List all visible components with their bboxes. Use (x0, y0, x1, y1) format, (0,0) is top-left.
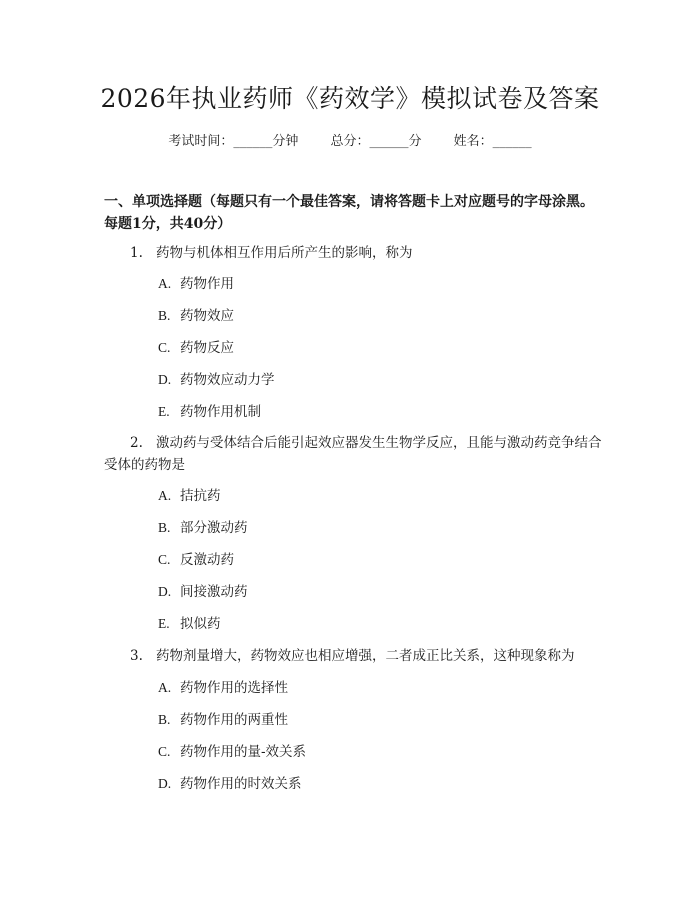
option-letter: B. (158, 712, 171, 727)
question-number: 3. (130, 648, 143, 664)
section-heading: 一、单项选择题（每题只有一个最佳答案，请将答题卡上对应题号的字母涂黑。每题1分，共40分） (104, 194, 594, 232)
exam-time: 考试时间：______分钟 (168, 134, 299, 149)
option-letter: D. (158, 776, 172, 791)
question-stem: 药物剂量增大，药物效应也相应增强，二者成正比关系，这种现象称为 (156, 648, 575, 664)
option-text: 药物作用机制 (180, 404, 261, 420)
question-stem: 激动药与受体结合后能引起效应器发生生物学反应，且能与激动药竞争结合受体的药物是 (104, 435, 602, 473)
option-text: 药物效应动力学 (180, 372, 275, 388)
option (158, 710, 288, 730)
option-text: 药物作用的选择性 (180, 680, 288, 696)
exam-meta (0, 132, 700, 152)
option (158, 306, 234, 326)
option-text: 药物反应 (180, 340, 234, 356)
option-text: 药物作用的时效关系 (180, 776, 302, 792)
option (158, 518, 248, 538)
option (158, 370, 275, 390)
question-3 (104, 645, 604, 667)
option (158, 274, 234, 294)
option-letter: A. (158, 680, 172, 695)
question-number: 1. (130, 245, 143, 261)
option-text: 反激动药 (180, 552, 234, 568)
option-text: 间接激动药 (180, 584, 248, 600)
option-text: 部分激动药 (180, 520, 248, 536)
question-stem: 药物与机体相互作用后所产生的影响，称为 (156, 245, 413, 261)
option-text: 药物效应 (180, 308, 234, 324)
option (158, 486, 221, 506)
exam-score: 总分：______分 (330, 134, 422, 149)
option (158, 614, 221, 634)
option-text: 药物作用的量-效关系 (180, 744, 307, 760)
option-letter: C. (158, 340, 171, 355)
option-letter: C. (158, 552, 171, 567)
question-2 (104, 432, 604, 476)
option-letter: A. (158, 488, 172, 503)
option-text: 药物作用的两重性 (180, 712, 288, 728)
option-text: 药物作用 (180, 276, 234, 292)
option-letter: D. (158, 372, 172, 387)
option-letter: C. (158, 744, 171, 759)
option (158, 402, 261, 422)
option-letter: A. (158, 276, 172, 291)
question-number: 2. (130, 435, 143, 451)
question-1 (104, 242, 604, 264)
option-text: 拮抗药 (180, 488, 221, 504)
option (158, 582, 248, 602)
option-letter: D. (158, 584, 172, 599)
page-title: 2026年执业药师《药效学》模拟试卷及答案 (100, 84, 600, 113)
exam-name: 姓名：______ (453, 134, 532, 149)
option (158, 550, 234, 570)
option (158, 678, 288, 698)
option-letter: E. (158, 616, 170, 631)
option (158, 774, 302, 794)
option-letter: E. (158, 404, 170, 419)
option (158, 338, 234, 358)
option-letter: B. (158, 520, 171, 535)
option (158, 742, 306, 762)
option-text: 拟似药 (180, 616, 221, 632)
option-letter: B. (158, 308, 171, 323)
